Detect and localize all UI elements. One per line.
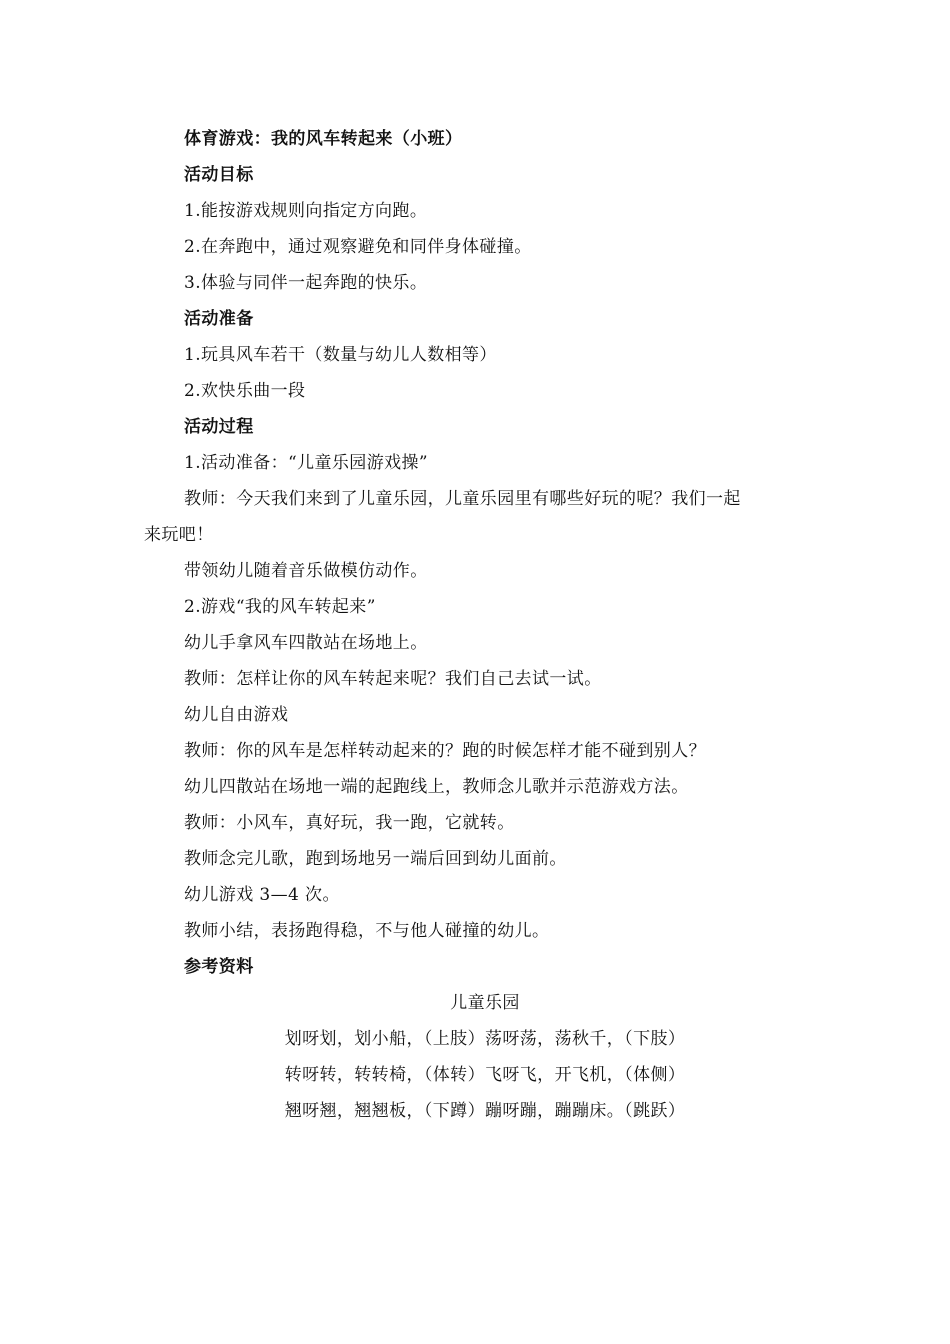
process-line: 来玩吧！ (144, 525, 214, 545)
poem-title: 儿童乐园 (450, 993, 520, 1013)
process-line: 教师小结，表扬跑得稳，不与他人碰撞的幼儿。 (184, 921, 550, 941)
poem-line: 翘呀翘，翘翘板，（下蹲）蹦呀蹦，蹦蹦床。（跳跃） (284, 1101, 686, 1121)
goal-item: 1.能按游戏规则向指定方向跑。 (184, 201, 428, 221)
process-line: 1.活动准备：“儿童乐园游戏操” (184, 453, 429, 473)
poem-line: 划呀划，划小船，（上肢）荡呀荡，荡秋千，（下肢） (284, 1029, 686, 1049)
process-line: 带领幼儿随着音乐做模仿动作。 (184, 561, 428, 581)
prep-item: 2.欢快乐曲一段 (184, 381, 306, 401)
process-line: 教师念完儿歌，跑到场地另一端后回到幼儿面前。 (184, 849, 567, 869)
goal-item: 3.体验与同伴一起奔跑的快乐。 (184, 273, 428, 293)
process-line: 教师：小风车，真好玩，我一跑，它就转。 (184, 813, 515, 833)
poem-line: 转呀转，转转椅，（体转）飞呀飞，开飞机，（体侧） (284, 1065, 686, 1085)
section-heading-goals: 活动目标 (184, 165, 254, 185)
document-title: 体育游戏：我的风车转起来（小班） (184, 129, 463, 149)
prep-item: 1.玩具风车若干（数量与幼儿人数相等） (184, 345, 497, 365)
section-heading-prep: 活动准备 (184, 309, 254, 329)
process-line: 幼儿手拿风车四散站在场地上。 (184, 633, 428, 653)
process-line: 幼儿游戏 3—4 次。 (184, 885, 340, 905)
process-line: 教师：你的风车是怎样转动起来的？跑的时候怎样才能不碰到别人？ (184, 741, 706, 761)
section-heading-process: 活动过程 (184, 417, 254, 437)
goal-item: 2.在奔跑中，通过观察避免和同伴身体碰撞。 (184, 237, 532, 257)
section-heading-reference: 参考资料 (184, 957, 254, 977)
process-line: 教师：怎样让你的风车转起来呢？我们自己去试一试。 (184, 669, 602, 689)
process-line: 2.游戏“我的风车转起来” (184, 597, 376, 617)
process-line: 幼儿四散站在场地一端的起跑线上，教师念儿歌并示范游戏方法。 (184, 777, 689, 797)
process-line: 教师：今天我们来到了儿童乐园，儿童乐园里有哪些好玩的呢？我们一起 (184, 489, 741, 509)
process-line: 幼儿自由游戏 (184, 705, 289, 725)
